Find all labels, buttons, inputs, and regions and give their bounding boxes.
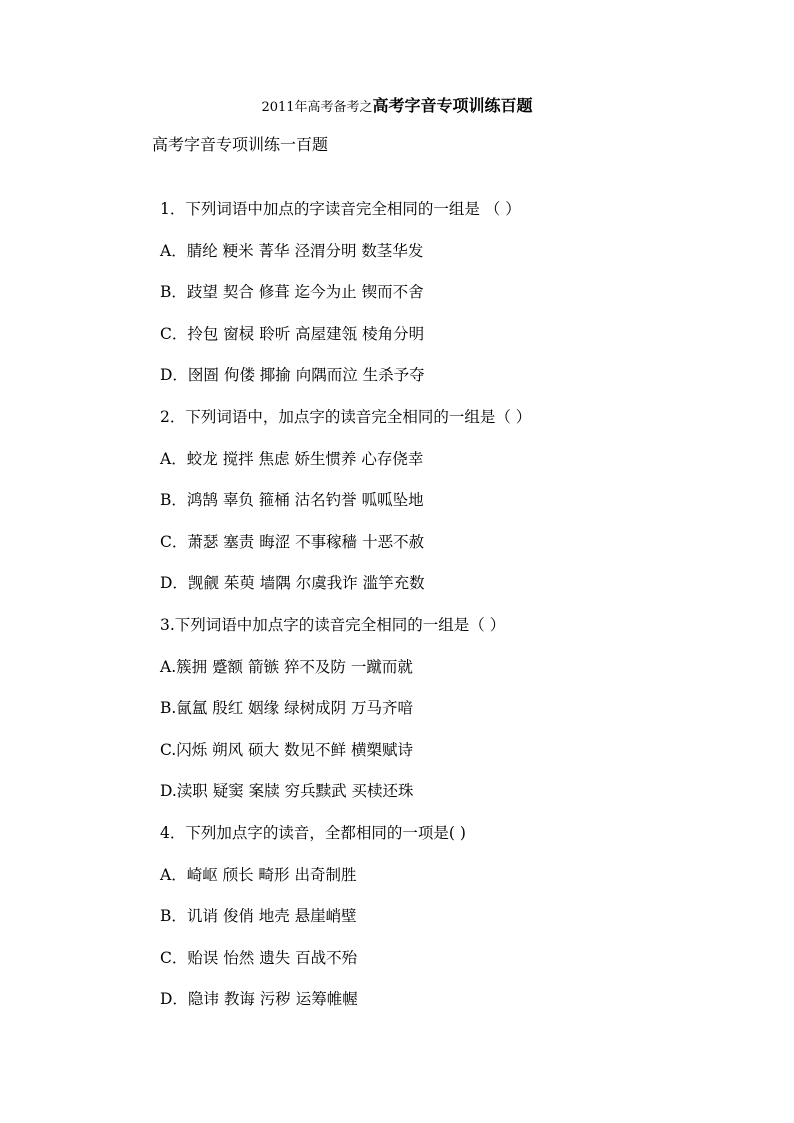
question-4-option-c: C．贻误 怡然 遗失 百战不殆 (160, 948, 358, 967)
question-3-option-a: A.簇拥 蹙额 箭镞 猝不及防 一蹴而就 (160, 657, 413, 676)
question-2-option-b: B．鸿鹄 辜负 箍桶 沽名钓誉 呱呱坠地 (160, 491, 424, 510)
question-2-option-c: C．萧瑟 塞责 晦涩 不事稼穑 十恶不赦 (160, 532, 425, 551)
document-subtitle: 高考字音专项训练一百题 (152, 135, 329, 154)
question-4-stem: 4．下列加点字的读音，全都相同的一项是( ) (160, 823, 466, 842)
title-prefix: 2011年高考备考之 (261, 100, 373, 115)
title-main: 高考字音专项训练百题 (372, 96, 533, 115)
question-3-stem: 3.下列词语中加点字的读音完全相同的一组是（ ） (160, 615, 506, 634)
question-1-option-d: D．囹圄 佝偻 揶揄 向隅而泣 生杀予夺 (160, 366, 425, 385)
question-3-option-b: B.氤氲 殷红 姻缘 绿树成阴 万马齐喑 (160, 699, 414, 718)
question-2-option-a: A．蛟龙 搅拌 焦虑 娇生惯养 心存侥幸 (160, 449, 424, 468)
question-4-option-a: A．崎岖 颀长 畸形 出奇制胜 (160, 865, 357, 884)
document-title (0, 94, 794, 120)
question-1-option-c: C．拎包 窗棂 聆听 高屋建瓴 棱角分明 (160, 324, 425, 343)
question-1-option-b: B．跂望 契合 修葺 迄今为止 锲而不舍 (160, 283, 424, 302)
question-2-option-d: D．觊觎 茱萸 墙隅 尔虞我诈 滥竽充数 (160, 574, 425, 593)
question-1-option-a: A．腈纶 粳米 菁华 泾渭分明 数茎华发 (160, 241, 424, 260)
question-3-option-c: C.闪烁 朔风 硕大 数见不鲜 横槊赋诗 (160, 740, 413, 759)
question-list (160, 197, 531, 1029)
question-4-option-d: D．隐讳 教诲 污秽 运筹帷幄 (160, 990, 358, 1009)
question-3-option-d: D.渎职 疑窦 案牍 穷兵黩武 买椟还珠 (160, 782, 414, 801)
question-1-stem: 1．下列词语中加点的字读音完全相同的一组是 （ ） (160, 200, 521, 218)
question-4-option-b: B．讥诮 俊俏 地壳 悬崖峭壁 (160, 907, 357, 926)
question-2-stem: 2．下列词语中，加点字的读音完全相同的一组是（ ） (160, 407, 532, 426)
